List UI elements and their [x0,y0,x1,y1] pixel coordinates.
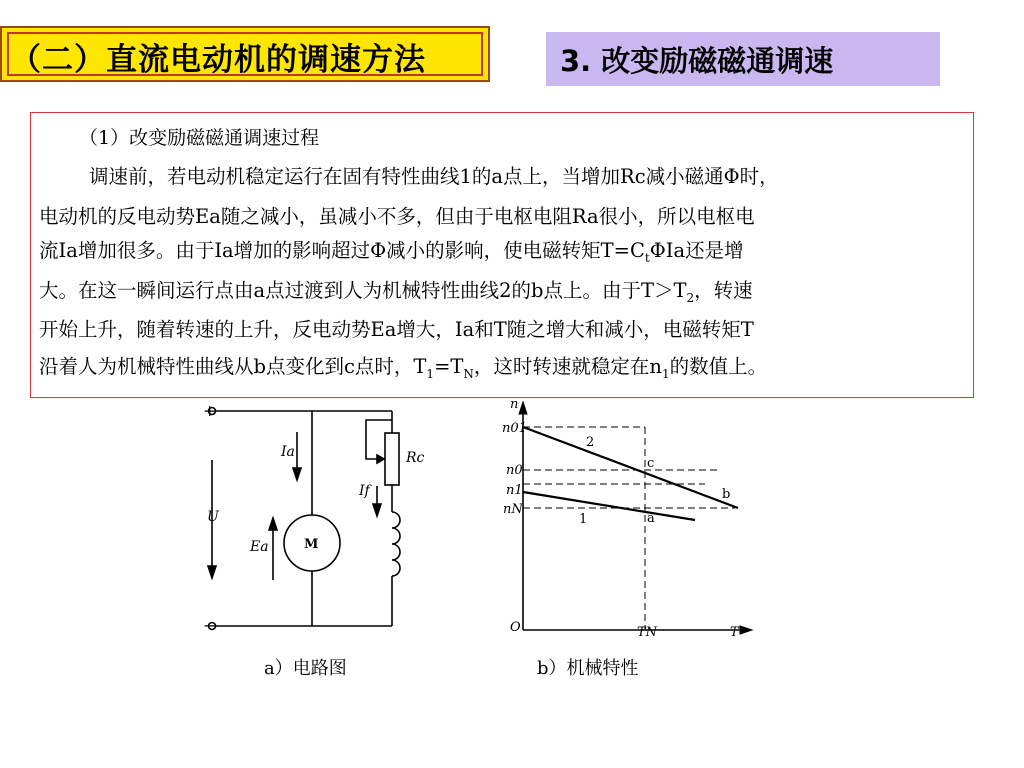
field-coil [392,512,400,576]
u-label: U [207,509,219,525]
voltage-arrow-head [208,566,216,578]
point-b-label: b [722,487,731,502]
if-arrow-head [373,504,381,516]
n-axis-arrow [519,402,527,414]
motor-label: M [304,537,319,552]
curve-1 [523,492,695,520]
t-axis-arrow [740,626,752,634]
origin-label: O [510,620,521,635]
point-a-label: a [647,511,655,526]
section-heading: （1）改变励磁磁通调速过程 [79,127,320,149]
paragraph-line-1: 调速前，若电动机稳定运行在固有特性曲线1的a点上，当增加Rc减小磁通Φ时， [89,165,779,188]
section-subtitle: 3. 改变励磁磁通调速 [560,44,834,78]
nn-label: nN [503,502,523,517]
rheostat-wiper [366,420,392,459]
curve-2 [523,427,738,508]
plus-label: + [203,401,217,420]
circuit-diagram [208,408,400,630]
paragraph-line-2: 电动机的反电动势Ea随之减小，虽减小不多，但由于电枢电阻Ra很小，所以电枢电 [39,205,755,228]
circuit-caption: a）电路图 [264,658,347,679]
paragraph-line-5: 开始上升，随着转速的上升，反电动势Ea增大，Ia和T随之增大和减小，电磁转矩T [39,318,754,341]
rheostat-arrow [377,455,384,463]
ea-arrow-head [269,518,277,530]
if-label: If [359,483,370,499]
rheostat-rc [385,433,399,485]
tn-label: TN [637,625,658,640]
n0-label: n0 [506,463,523,478]
t-label: T [730,625,739,640]
minus-label: − [203,616,217,635]
paragraph-line-6: 沿着人为机械特性曲线从b点变化到c点时，$T_1=T_N$，这时转速就稳定在$n_1$的数值上。 [39,355,768,381]
ia-arrow-head [293,468,301,480]
point-c-label: c [647,456,655,471]
curve-1-label: 1 [579,512,588,527]
ia-label: Ia [281,444,295,460]
curve-2-label: 2 [586,435,595,450]
characteristic-graph [519,402,752,634]
n-label: n [510,397,519,412]
paragraph-line-3: 流Ia增加很多。由于Ia增加的影响超过Φ减小的影响，使电磁转矩$T=C_t\Phi Ia$还是增 [39,239,744,265]
ea-label: Ea [250,539,269,555]
paragraph-line-4: 大。在这一瞬间运行点由a点过渡到人为机械特性曲线2的b点上。由于$T>T_2$，转速 [39,279,753,305]
n1-label: n1 [506,483,523,498]
n01-label: n01 [502,421,527,436]
rc-label: Rc [406,450,425,466]
page-title: （二）直流电动机的调速方法 [10,42,426,78]
graph-caption: b）机械特性 [537,658,639,679]
